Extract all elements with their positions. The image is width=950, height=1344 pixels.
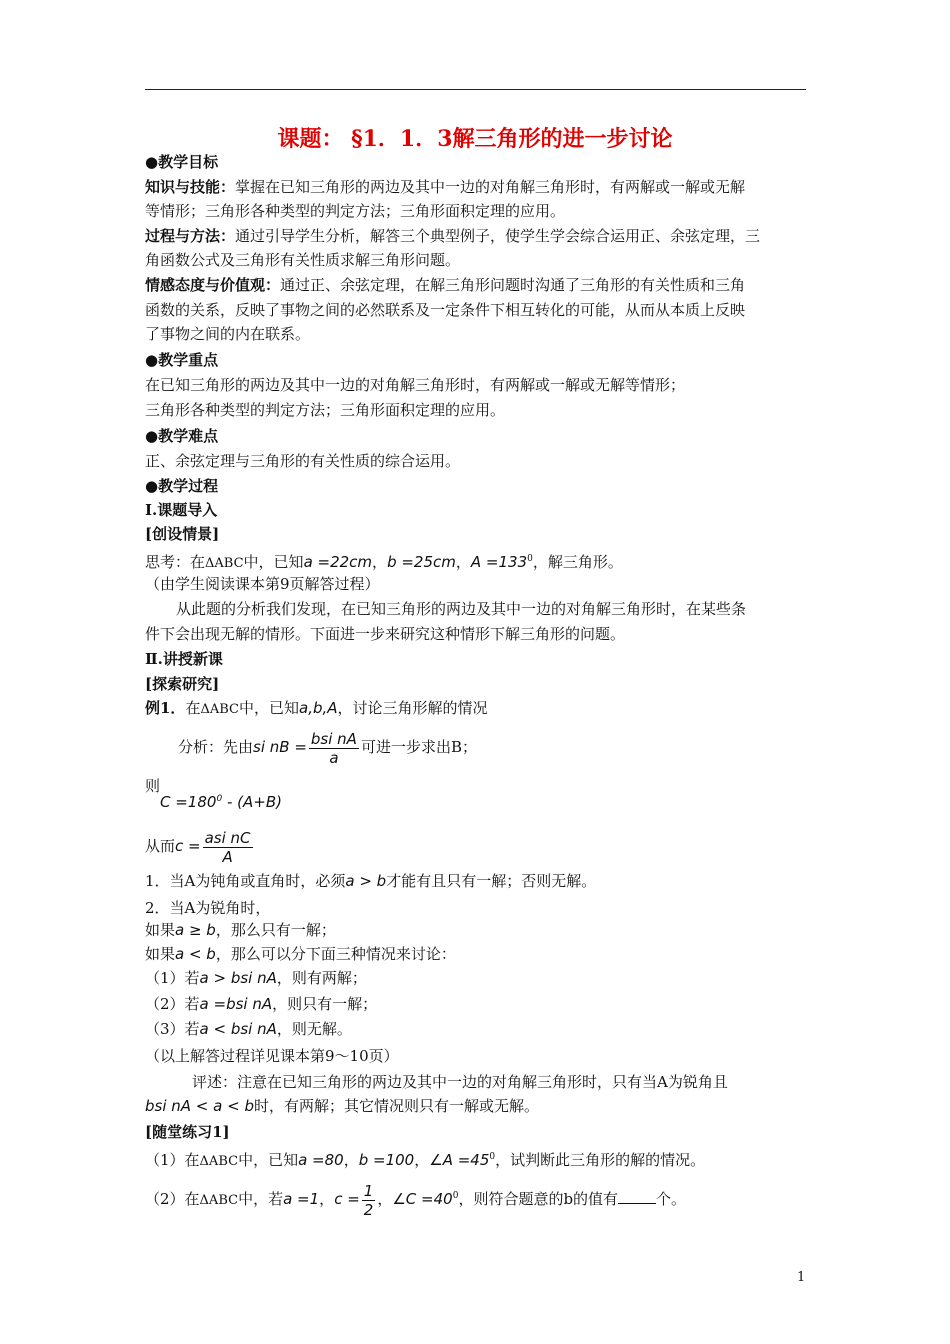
hence-lhs: c = — [175, 837, 201, 855]
case-2b-math: a < b — [175, 945, 216, 963]
case-2a-math: a ≥ b — [175, 921, 216, 939]
example-mid: 中，已知 — [238, 699, 299, 717]
subcase-2-math: a =bsi nA — [199, 995, 273, 1013]
practice-2-numerator: 1 — [363, 1181, 374, 1200]
practice-2-a: a =1 — [283, 1190, 320, 1208]
page-number: 1 — [797, 1270, 806, 1285]
subcase-1-math: a > bsi nA — [199, 969, 277, 987]
emotion-line-2: 函数的关系，反映了事物之间的必然联系及一定条件下相互转化的可能，从而从本质上反映 — [145, 301, 746, 319]
process-label: 过程与方法： — [145, 227, 236, 245]
then-degree: 0 — [216, 794, 223, 804]
hence-denominator: A — [222, 847, 233, 866]
case-2a-end: ，那么只有一解； — [215, 921, 336, 939]
knowledge-line-1 — [145, 177, 745, 197]
analysis-fraction — [309, 730, 359, 767]
think-mid: 中，已知 — [243, 553, 304, 571]
practice-heading: [随堂练习1] — [145, 1123, 230, 1141]
emotion-text-1: 通过正、余弦定理，在解三角形问题时沟通了三角形的有关性质和三角 — [280, 276, 746, 294]
key-line-1: 在已知三角形的两边及其中一边的对角解三角形时，有两解或一解或无解等情形； — [145, 376, 686, 394]
subcase-1-pre: （1）若 — [145, 969, 200, 987]
practice-1-degree: 0 — [489, 1152, 496, 1162]
knowledge-text-1: 掌握在已知三角形的两边及其中一边的对角解三角形时，有两解或一解或无解 — [235, 178, 746, 196]
practice-2: （2）在ΔABC中，若a =1，c = $\frac{1}{2}$ ，∠C $=40^0$，则符合题意的b的值有 个。 — [145, 1181, 687, 1219]
analysis-line — [178, 727, 477, 767]
case-2: 2．当A为锐角时， — [145, 899, 271, 917]
process-heading: ●教学过程 — [145, 477, 219, 495]
case-2a-pre: 如果 — [145, 921, 176, 939]
practice-1-mid: 中，已知 — [238, 1151, 299, 1169]
example-pre: 在 — [185, 699, 201, 717]
practice-2-degree: 0 — [452, 1191, 459, 1201]
example-1 — [145, 698, 488, 720]
process-text-1: 通过引导学生分析，解答三个典型例子，使学生学会综合运用正、余弦定理，三 — [235, 227, 761, 245]
process-line-1 — [145, 226, 760, 246]
practice-1-b: b =100 — [358, 1151, 415, 1169]
example-label: 例1． — [145, 699, 186, 717]
case-1-pre: 1．当A为钝角或直角时，必须 — [145, 872, 346, 890]
difficulty-heading: ●教学难点 — [145, 427, 219, 445]
practice-2-triangle: ΔABC — [199, 1193, 239, 1208]
then-eq-a: C =180 — [160, 793, 217, 811]
practice-1-triangle: ΔABC — [199, 1154, 239, 1169]
degree-sup: 0 — [527, 554, 533, 564]
practice-1-angle: ∠A =45 — [429, 1151, 490, 1169]
practice-2-c: c = — [334, 1190, 360, 1208]
note-1: （由学生阅读课本第9页解答过程） — [145, 575, 380, 593]
subcase-2-pre: （2）若 — [145, 995, 200, 1013]
practice-2-pre: （2）在 — [145, 1190, 200, 1208]
hence-line — [145, 826, 255, 866]
example-vars: a,b,A — [299, 699, 338, 717]
goals-heading: ●教学目标 — [145, 153, 219, 171]
think-pre: 思考：在 — [145, 553, 206, 571]
hence-fraction — [203, 829, 253, 866]
analysis-denominator: a — [329, 748, 339, 767]
subcase-1-end: ，则有两解； — [276, 969, 367, 987]
subcase-3-math: a < bsi nA — [199, 1020, 277, 1038]
subcase-1 — [145, 968, 367, 988]
knowledge-label: 知识与技能： — [145, 178, 236, 196]
comment-line-1: 评述：注意在已知三角形的两边及其中一边的对角解三角形时，只有当A为锐角且 — [192, 1073, 728, 1091]
think-b: b =25cm — [387, 553, 456, 571]
section-1-sub: [创设情景] — [145, 525, 220, 543]
then-equation — [160, 789, 282, 812]
comment-math: bsi nA < a < b — [145, 1097, 254, 1115]
practice-2-mid: 中，若 — [238, 1190, 284, 1208]
emotion-line-1 — [145, 275, 745, 295]
key-line-2: 三角形各种类型的判定方法；三角形面积定理的应用。 — [145, 401, 506, 419]
practice-2-tail: 个。 — [656, 1190, 687, 1208]
example-triangle: ΔABC — [200, 702, 239, 717]
subcase-3 — [145, 1019, 352, 1039]
analysis-numerator: bsi nA — [310, 729, 357, 748]
think-line: 思考：在ΔABC中，已知a =22cm，b =25cm，$A =133^0$，解三角形。 — [145, 553, 623, 571]
page-title: 课题： §1．1．3解三角形的进一步讨论 — [277, 126, 673, 152]
note-2: （以上解答过程详见课本第9～10页） — [145, 1047, 399, 1065]
subcase-3-pre: （3）若 — [145, 1020, 200, 1038]
emotion-label: 情感态度与价值观： — [145, 276, 281, 294]
emotion-line-3: 了事物之间的内在联系。 — [145, 325, 311, 343]
case-2b-end: ，那么可以分下面三种情况来讨论： — [215, 945, 456, 963]
section-1-heading: Ⅰ.课题导入 — [145, 501, 218, 519]
practice-1-pre: （1）在 — [145, 1151, 200, 1169]
practice-1: （1）在ΔABC中，已知a =80，b =100，∠A $=45^0$，试判断此三角形的解的情况。 — [145, 1151, 706, 1169]
practice-2-angle: ∠C =40 — [392, 1190, 453, 1208]
practice-2-denominator: 2 — [363, 1200, 374, 1219]
difficulty-line-1: 正、余弦定理与三角形的有关性质的综合运用。 — [145, 452, 461, 470]
think-triangle: ΔABC — [205, 556, 244, 571]
comment-end: 时，有两解；其它情况则只有一解或无解。 — [253, 1097, 539, 1115]
process-line-2: 角函数公式及三角形有关性质求解三角形问题。 — [145, 251, 461, 269]
practice-1-end: ，试判断此三角形的解的情况。 — [495, 1151, 706, 1169]
case-1 — [145, 871, 596, 891]
section-2-heading: Ⅱ.讲授新课 — [145, 650, 223, 668]
analysis-lhs: si nB = — [253, 738, 307, 756]
think-end: ，解三角形。 — [532, 553, 623, 571]
practice-1-a: a =80 — [298, 1151, 344, 1169]
case-2a — [145, 920, 336, 940]
answer-blank[interactable] — [618, 1189, 656, 1204]
subcase-3-end: ，则无解。 — [276, 1020, 352, 1038]
para-1-line-2: 件下会出现无解的情形。下面进一步来研究这种情形下解三角形的问题。 — [145, 625, 626, 643]
comment-line-2 — [145, 1096, 539, 1116]
hence-numerator: asi nC — [204, 828, 251, 847]
case-2b-pre: 如果 — [145, 945, 176, 963]
knowledge-line-2: 等情形；三角形各种类型的判定方法；三角形面积定理的应用。 — [145, 202, 566, 220]
para-1-line-1: 从此题的分析我们发现，在已知三角形的两边及其中一边的对角解三角形时，在某些条 — [176, 600, 747, 618]
header-rule — [145, 89, 806, 90]
key-heading: ●教学重点 — [145, 351, 219, 369]
case-1-math: a > b — [345, 872, 387, 890]
analysis-end: 可进一步求出B； — [360, 738, 477, 756]
analysis-pre: 分析：先由 — [178, 738, 254, 756]
think-angle: A =133 — [470, 553, 528, 571]
subcase-2-end: ，则只有一解； — [272, 995, 378, 1013]
practice-2-end: ，则符合题意的b的值有 — [458, 1190, 619, 1208]
practice-2-fraction — [362, 1182, 376, 1219]
then-eq-b: - (A+B) — [222, 793, 282, 811]
then-label: 则 — [145, 777, 161, 795]
case-1-end: 才能有且只有一解；否则无解。 — [386, 872, 597, 890]
think-a: a =22cm — [303, 553, 373, 571]
subcase-2 — [145, 994, 377, 1014]
case-2b — [145, 944, 456, 964]
example-end: ，讨论三角形解的情况 — [337, 699, 488, 717]
section-2-sub: [探索研究] — [145, 675, 220, 693]
hence-pre: 从而 — [145, 837, 176, 855]
